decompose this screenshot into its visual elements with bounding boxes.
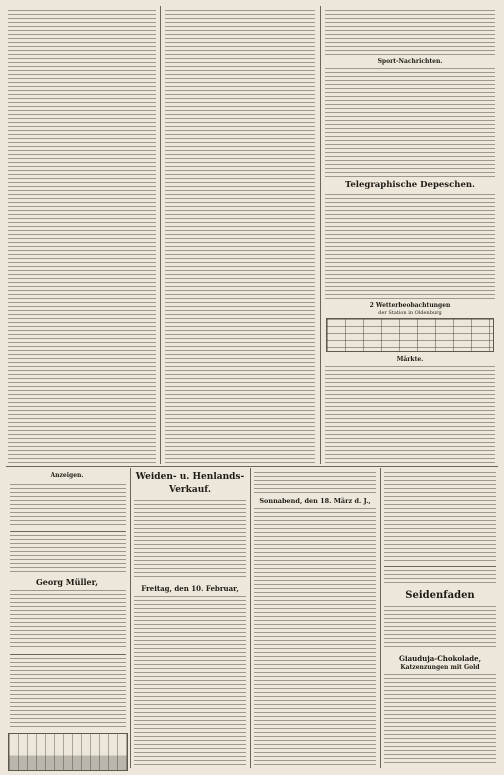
ad-column-4-text-a: [384, 472, 496, 562]
ad-column-4-text-b: [384, 570, 496, 586]
column-rule-2: [320, 6, 321, 464]
ad-freitag-line: Freitag, den 10. Februar,: [141, 584, 239, 593]
ad-divider-2: [10, 654, 126, 655]
ad-column-4-text-d: [384, 674, 496, 766]
article-maerkte: [325, 366, 495, 464]
article-column-3-top: [325, 10, 495, 56]
ad-column-1-text-a: [10, 484, 126, 528]
ad-column-1-text-b: [10, 535, 126, 573]
ad-column-1-text-d: [10, 658, 126, 728]
ad-column-3-text-b: [254, 508, 376, 766]
heading-sport: Sport-Nachrichten.: [377, 58, 443, 65]
ad-column-3-text-a: [254, 472, 376, 494]
ad-column-1-text-c: [10, 590, 126, 650]
article-column-2: [165, 10, 315, 464]
ad-weiden-title-2: Verkauf.: [169, 485, 211, 495]
article-telegraph: [325, 194, 495, 300]
article-column-1: [8, 10, 156, 464]
ad-column-4-text-c: [384, 606, 496, 650]
street-scene-illustration: [8, 733, 128, 771]
ad-rule-3: [380, 468, 381, 768]
heading-wetter: 2 Wetterbeobachtungen: [369, 302, 451, 309]
section-rule: [6, 466, 498, 467]
ad-seidenfaden: Seidenfaden: [405, 590, 475, 601]
ad-sonnabend-line: Sonnabend, den 18. März d. J.,: [259, 497, 371, 505]
ad-georg-mueller: Georg Müller,: [35, 577, 99, 587]
ad-rule-2: [250, 468, 251, 768]
ad-weiden-text-a: [134, 500, 246, 580]
ad-rule-1: [130, 468, 131, 768]
article-sport: [325, 68, 495, 178]
wetter-subtitle: der Station in Oldenburg: [378, 310, 442, 316]
column-rule-1: [160, 6, 161, 464]
weather-table: [326, 318, 494, 352]
ad-chocolade: Giauduja-Chokolade,: [398, 654, 482, 663]
ad-weiden-text-b: [134, 596, 246, 766]
ad-divider-3: [384, 566, 496, 567]
ad-anzeigen-title: Anzeigen.: [50, 472, 84, 479]
ad-divider-1: [10, 531, 126, 532]
heading-telegraph: Telegraphische Depeschen.: [344, 180, 475, 190]
ad-chocolade-sub: Katzenzungen mit Gold: [400, 664, 480, 671]
heading-maerkte: Märkte.: [396, 356, 424, 363]
ad-weiden-title: Weiden- u. Henlands-: [135, 472, 245, 482]
